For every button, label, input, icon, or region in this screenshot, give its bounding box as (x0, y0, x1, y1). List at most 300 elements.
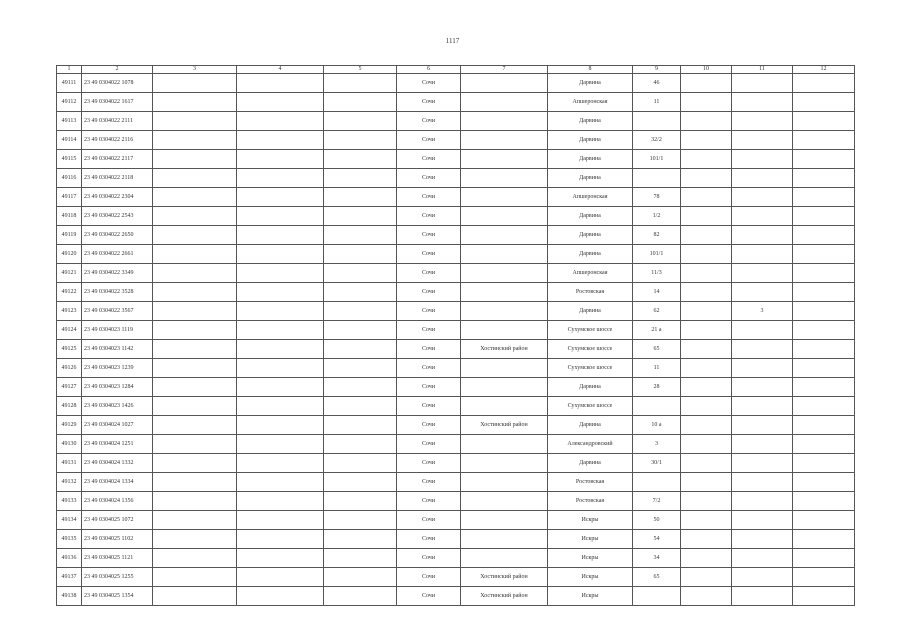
col-3-cell (153, 587, 237, 606)
col-11-cell (732, 587, 793, 606)
street-cell: Сухумское шоссе (548, 340, 633, 359)
col-10-cell (681, 207, 732, 226)
col-5-cell (324, 188, 397, 207)
row-number-cell: 49115 (57, 150, 82, 169)
col-11-cell (732, 264, 793, 283)
row-number-cell: 49129 (57, 416, 82, 435)
col-3-cell (153, 340, 237, 359)
city-cell: Сочи (397, 378, 461, 397)
col-12-cell (793, 549, 855, 568)
col-5-cell (324, 340, 397, 359)
city-cell: Сочи (397, 264, 461, 283)
city-cell: Сочи (397, 473, 461, 492)
col-5-cell (324, 264, 397, 283)
table-row (57, 416, 855, 435)
street-cell: Ростовская (548, 492, 633, 511)
col-4-cell (237, 321, 324, 340)
street-cell: Дарвина (548, 112, 633, 131)
cadastral-number-cell: 23 49 0304023 1142 (82, 340, 153, 359)
col-3-cell (153, 93, 237, 112)
col-11-cell (732, 245, 793, 264)
house-number-cell: 101/1 (633, 150, 681, 169)
col-10-cell (681, 226, 732, 245)
house-number-cell: 3 (633, 435, 681, 454)
col-4-cell (237, 530, 324, 549)
col-3-cell (153, 530, 237, 549)
col-10-cell (681, 245, 732, 264)
col-5-cell (324, 93, 397, 112)
row-number-cell: 49126 (57, 359, 82, 378)
street-cell: Искры (548, 511, 633, 530)
col-11-cell (732, 454, 793, 473)
col-11-cell (732, 416, 793, 435)
street-cell: Дарвина (548, 454, 633, 473)
house-number-cell (633, 169, 681, 188)
table-row (57, 207, 855, 226)
district-cell: Хостинский район (461, 568, 548, 587)
table-row (57, 169, 855, 188)
col-11-cell (732, 359, 793, 378)
city-cell: Сочи (397, 511, 461, 530)
cadastral-number-cell: 23 49 0304022 2116 (82, 131, 153, 150)
col-4-cell (237, 207, 324, 226)
col-5-cell (324, 378, 397, 397)
street-cell: Искры (548, 549, 633, 568)
district-cell (461, 245, 548, 264)
col-4-cell (237, 587, 324, 606)
city-cell: Сочи (397, 492, 461, 511)
row-number-cell: 49123 (57, 302, 82, 321)
col-11-cell (732, 112, 793, 131)
row-number-cell: 49137 (57, 568, 82, 587)
column-header-8: 8 (548, 66, 633, 74)
cadastral-number-cell: 23 49 0304022 2661 (82, 245, 153, 264)
row-number-cell: 49113 (57, 112, 82, 131)
cadastral-number-cell: 23 49 0304024 1027 (82, 416, 153, 435)
table-row (57, 150, 855, 169)
street-cell: Сухумское шоссе (548, 359, 633, 378)
city-cell: Сочи (397, 321, 461, 340)
column-header-4: 4 (237, 66, 324, 74)
cadastral-number-cell: 23 49 0304022 2111 (82, 112, 153, 131)
cadastral-number-cell: 23 49 0304022 1617 (82, 93, 153, 112)
col-4-cell (237, 435, 324, 454)
row-number-cell: 49121 (57, 264, 82, 283)
col-10-cell (681, 264, 732, 283)
col-5-cell (324, 416, 397, 435)
col-4-cell (237, 74, 324, 93)
col-10-cell (681, 416, 732, 435)
house-number-cell: 50 (633, 511, 681, 530)
col-4-cell (237, 302, 324, 321)
district-cell (461, 74, 548, 93)
district-cell (461, 435, 548, 454)
column-header-7: 7 (461, 66, 548, 74)
city-cell: Сочи (397, 549, 461, 568)
house-number-cell: 11 (633, 359, 681, 378)
row-number-cell: 49134 (57, 511, 82, 530)
cadastral-number-cell: 23 49 0304025 1354 (82, 587, 153, 606)
col-12-cell (793, 378, 855, 397)
row-number-cell: 49130 (57, 435, 82, 454)
col-10-cell (681, 397, 732, 416)
house-number-cell: 101/1 (633, 245, 681, 264)
col-5-cell (324, 302, 397, 321)
row-number-cell: 49116 (57, 169, 82, 188)
district-cell (461, 131, 548, 150)
col-10-cell (681, 454, 732, 473)
table-row (57, 188, 855, 207)
col-11-cell (732, 226, 793, 245)
city-cell: Сочи (397, 435, 461, 454)
house-number-cell: 65 (633, 568, 681, 587)
col-4-cell (237, 226, 324, 245)
district-cell (461, 207, 548, 226)
col-5-cell (324, 568, 397, 587)
district-cell (461, 302, 548, 321)
street-cell: Дарвина (548, 226, 633, 245)
col-3-cell (153, 397, 237, 416)
house-number-cell: 46 (633, 74, 681, 93)
col-12-cell (793, 359, 855, 378)
city-cell: Сочи (397, 226, 461, 245)
col-10-cell (681, 74, 732, 93)
cadastral-number-cell: 23 49 0304025 1102 (82, 530, 153, 549)
col-4-cell (237, 492, 324, 511)
col-10-cell (681, 112, 732, 131)
table-row (57, 549, 855, 568)
col-4-cell (237, 416, 324, 435)
col-3-cell (153, 473, 237, 492)
column-header-3: 3 (153, 66, 237, 74)
column-header-2: 2 (82, 66, 153, 74)
col-3-cell (153, 435, 237, 454)
col-4-cell (237, 549, 324, 568)
col-11-cell (732, 150, 793, 169)
col-4-cell (237, 378, 324, 397)
col-5-cell (324, 454, 397, 473)
col-3-cell (153, 321, 237, 340)
street-cell: Дарвина (548, 416, 633, 435)
table-row (57, 587, 855, 606)
district-cell (461, 321, 548, 340)
district-cell: Хостинский район (461, 340, 548, 359)
cadastral-number-cell: 23 49 0304025 1255 (82, 568, 153, 587)
table-row (57, 530, 855, 549)
district-cell (461, 188, 548, 207)
row-number-cell: 49120 (57, 245, 82, 264)
col-10-cell (681, 511, 732, 530)
col-4-cell (237, 93, 324, 112)
table-row (57, 321, 855, 340)
col-12-cell (793, 397, 855, 416)
street-cell: Дарвина (548, 131, 633, 150)
col-3-cell (153, 492, 237, 511)
col-5-cell (324, 245, 397, 264)
col-11-cell: 3 (732, 302, 793, 321)
house-number-cell: 10 а (633, 416, 681, 435)
district-cell (461, 397, 548, 416)
street-cell: Дарвина (548, 245, 633, 264)
col-10-cell (681, 530, 732, 549)
house-number-cell: 82 (633, 226, 681, 245)
col-4-cell (237, 340, 324, 359)
col-4-cell (237, 131, 324, 150)
cadastral-number-cell: 23 49 0304022 2543 (82, 207, 153, 226)
cadastral-number-cell: 23 49 0304024 1334 (82, 473, 153, 492)
col-5-cell (324, 207, 397, 226)
city-cell: Сочи (397, 587, 461, 606)
table-row (57, 454, 855, 473)
cadastral-number-cell: 23 49 0304022 1078 (82, 74, 153, 93)
street-cell: Дарвина (548, 207, 633, 226)
street-cell: Апшеронская (548, 264, 633, 283)
row-number-cell: 49122 (57, 283, 82, 302)
col-3-cell (153, 302, 237, 321)
column-header-12: 12 (793, 66, 855, 74)
table-row (57, 264, 855, 283)
page-number: 1117 (445, 37, 460, 45)
district-cell (461, 93, 548, 112)
col-3-cell (153, 131, 237, 150)
col-11-cell (732, 188, 793, 207)
col-10-cell (681, 283, 732, 302)
row-number-cell: 49133 (57, 492, 82, 511)
register-table (56, 65, 855, 606)
street-cell: Сухумское шоссе (548, 397, 633, 416)
col-3-cell (153, 188, 237, 207)
col-12-cell (793, 283, 855, 302)
table-header (57, 66, 855, 74)
row-number-cell: 49119 (57, 226, 82, 245)
table-row (57, 378, 855, 397)
col-11-cell (732, 492, 793, 511)
col-4-cell (237, 264, 324, 283)
col-4-cell (237, 283, 324, 302)
district-cell (461, 150, 548, 169)
cadastral-number-cell: 23 49 0304023 1119 (82, 321, 153, 340)
col-10-cell (681, 568, 732, 587)
table-row (57, 131, 855, 150)
district-cell (461, 169, 548, 188)
col-12-cell (793, 416, 855, 435)
col-3-cell (153, 74, 237, 93)
house-number-cell: 65 (633, 340, 681, 359)
col-12-cell (793, 245, 855, 264)
col-12-cell (793, 169, 855, 188)
street-cell: Ростовская (548, 473, 633, 492)
table-row (57, 93, 855, 112)
col-12-cell (793, 587, 855, 606)
col-5-cell (324, 473, 397, 492)
district-cell (461, 473, 548, 492)
col-10-cell (681, 169, 732, 188)
district-cell (461, 530, 548, 549)
district-cell (461, 378, 548, 397)
street-cell: Дарвина (548, 150, 633, 169)
row-number-cell: 49124 (57, 321, 82, 340)
column-header-5: 5 (324, 66, 397, 74)
col-12-cell (793, 188, 855, 207)
col-11-cell (732, 93, 793, 112)
house-number-cell: 28 (633, 378, 681, 397)
col-5-cell (324, 530, 397, 549)
col-5-cell (324, 492, 397, 511)
city-cell: Сочи (397, 416, 461, 435)
col-5-cell (324, 112, 397, 131)
col-5-cell (324, 549, 397, 568)
house-number-cell (633, 587, 681, 606)
table-row (57, 492, 855, 511)
district-cell: Хостинский район (461, 416, 548, 435)
street-cell: Сухумское шоссе (548, 321, 633, 340)
col-5-cell (324, 131, 397, 150)
row-number-cell: 49131 (57, 454, 82, 473)
col-3-cell (153, 378, 237, 397)
row-number-cell: 49114 (57, 131, 82, 150)
col-11-cell (732, 435, 793, 454)
col-3-cell (153, 226, 237, 245)
col-12-cell (793, 321, 855, 340)
city-cell: Сочи (397, 207, 461, 226)
city-cell: Сочи (397, 188, 461, 207)
col-11-cell (732, 473, 793, 492)
col-5-cell (324, 359, 397, 378)
column-header-11: 11 (732, 66, 793, 74)
col-11-cell (732, 283, 793, 302)
table-body (57, 74, 855, 606)
col-5-cell (324, 169, 397, 188)
column-header-1: 1 (57, 66, 82, 74)
col-4-cell (237, 112, 324, 131)
house-number-cell: 21 а (633, 321, 681, 340)
cadastral-number-cell: 23 49 0304022 2304 (82, 188, 153, 207)
district-cell (461, 112, 548, 131)
cadastral-number-cell: 23 49 0304023 1284 (82, 378, 153, 397)
cadastral-number-cell: 23 49 0304024 1251 (82, 435, 153, 454)
city-cell: Сочи (397, 169, 461, 188)
col-3-cell (153, 511, 237, 530)
city-cell: Сочи (397, 131, 461, 150)
col-11-cell (732, 169, 793, 188)
col-12-cell (793, 435, 855, 454)
col-4-cell (237, 245, 324, 264)
cadastral-number-cell: 23 49 0304025 1072 (82, 511, 153, 530)
table-row (57, 511, 855, 530)
row-number-cell: 49135 (57, 530, 82, 549)
table-row (57, 302, 855, 321)
cadastral-number-cell: 23 49 0304024 1356 (82, 492, 153, 511)
col-5-cell (324, 321, 397, 340)
city-cell: Сочи (397, 359, 461, 378)
col-11-cell (732, 207, 793, 226)
house-number-cell (633, 473, 681, 492)
col-10-cell (681, 435, 732, 454)
col-5-cell (324, 511, 397, 530)
col-11-cell (732, 321, 793, 340)
house-number-cell: 34 (633, 549, 681, 568)
street-cell: Искры (548, 568, 633, 587)
col-10-cell (681, 587, 732, 606)
col-10-cell (681, 378, 732, 397)
house-number-cell: 54 (633, 530, 681, 549)
col-3-cell (153, 207, 237, 226)
col-10-cell (681, 473, 732, 492)
district-cell (461, 359, 548, 378)
col-11-cell (732, 530, 793, 549)
district-cell (461, 511, 548, 530)
city-cell: Сочи (397, 93, 461, 112)
col-12-cell (793, 74, 855, 93)
col-12-cell (793, 302, 855, 321)
cadastral-number-cell: 23 49 0304022 3567 (82, 302, 153, 321)
house-number-cell: 11/3 (633, 264, 681, 283)
col-12-cell (793, 150, 855, 169)
col-12-cell (793, 226, 855, 245)
house-number-cell (633, 397, 681, 416)
col-5-cell (324, 283, 397, 302)
col-10-cell (681, 359, 732, 378)
city-cell: Сочи (397, 112, 461, 131)
col-11-cell (732, 131, 793, 150)
district-cell (461, 454, 548, 473)
cadastral-number-cell: 23 49 0304024 1332 (82, 454, 153, 473)
col-10-cell (681, 321, 732, 340)
house-number-cell: 32/2 (633, 131, 681, 150)
col-10-cell (681, 492, 732, 511)
col-3-cell (153, 549, 237, 568)
table-row (57, 397, 855, 416)
table-row (57, 74, 855, 93)
street-cell: Искры (548, 587, 633, 606)
col-11-cell (732, 397, 793, 416)
city-cell: Сочи (397, 568, 461, 587)
cadastral-number-cell: 23 49 0304022 2117 (82, 150, 153, 169)
col-11-cell (732, 340, 793, 359)
row-number-cell: 49125 (57, 340, 82, 359)
col-4-cell (237, 188, 324, 207)
col-10-cell (681, 188, 732, 207)
col-12-cell (793, 264, 855, 283)
col-3-cell (153, 245, 237, 264)
col-5-cell (324, 587, 397, 606)
col-12-cell (793, 207, 855, 226)
house-number-cell: 1/2 (633, 207, 681, 226)
street-cell: Дарвина (548, 169, 633, 188)
row-number-cell: 49138 (57, 587, 82, 606)
district-cell (461, 492, 548, 511)
col-12-cell (793, 340, 855, 359)
col-12-cell (793, 511, 855, 530)
city-cell: Сочи (397, 530, 461, 549)
col-12-cell (793, 492, 855, 511)
col-4-cell (237, 511, 324, 530)
col-3-cell (153, 359, 237, 378)
col-5-cell (324, 435, 397, 454)
row-number-cell: 49111 (57, 74, 82, 93)
city-cell: Сочи (397, 302, 461, 321)
cadastral-number-cell: 23 49 0304022 2650 (82, 226, 153, 245)
street-cell: Александровский (548, 435, 633, 454)
col-3-cell (153, 283, 237, 302)
col-5-cell (324, 150, 397, 169)
col-5-cell (324, 226, 397, 245)
table-row (57, 112, 855, 131)
house-number-cell: 62 (633, 302, 681, 321)
col-10-cell (681, 340, 732, 359)
col-5-cell (324, 74, 397, 93)
header-row (57, 66, 855, 74)
